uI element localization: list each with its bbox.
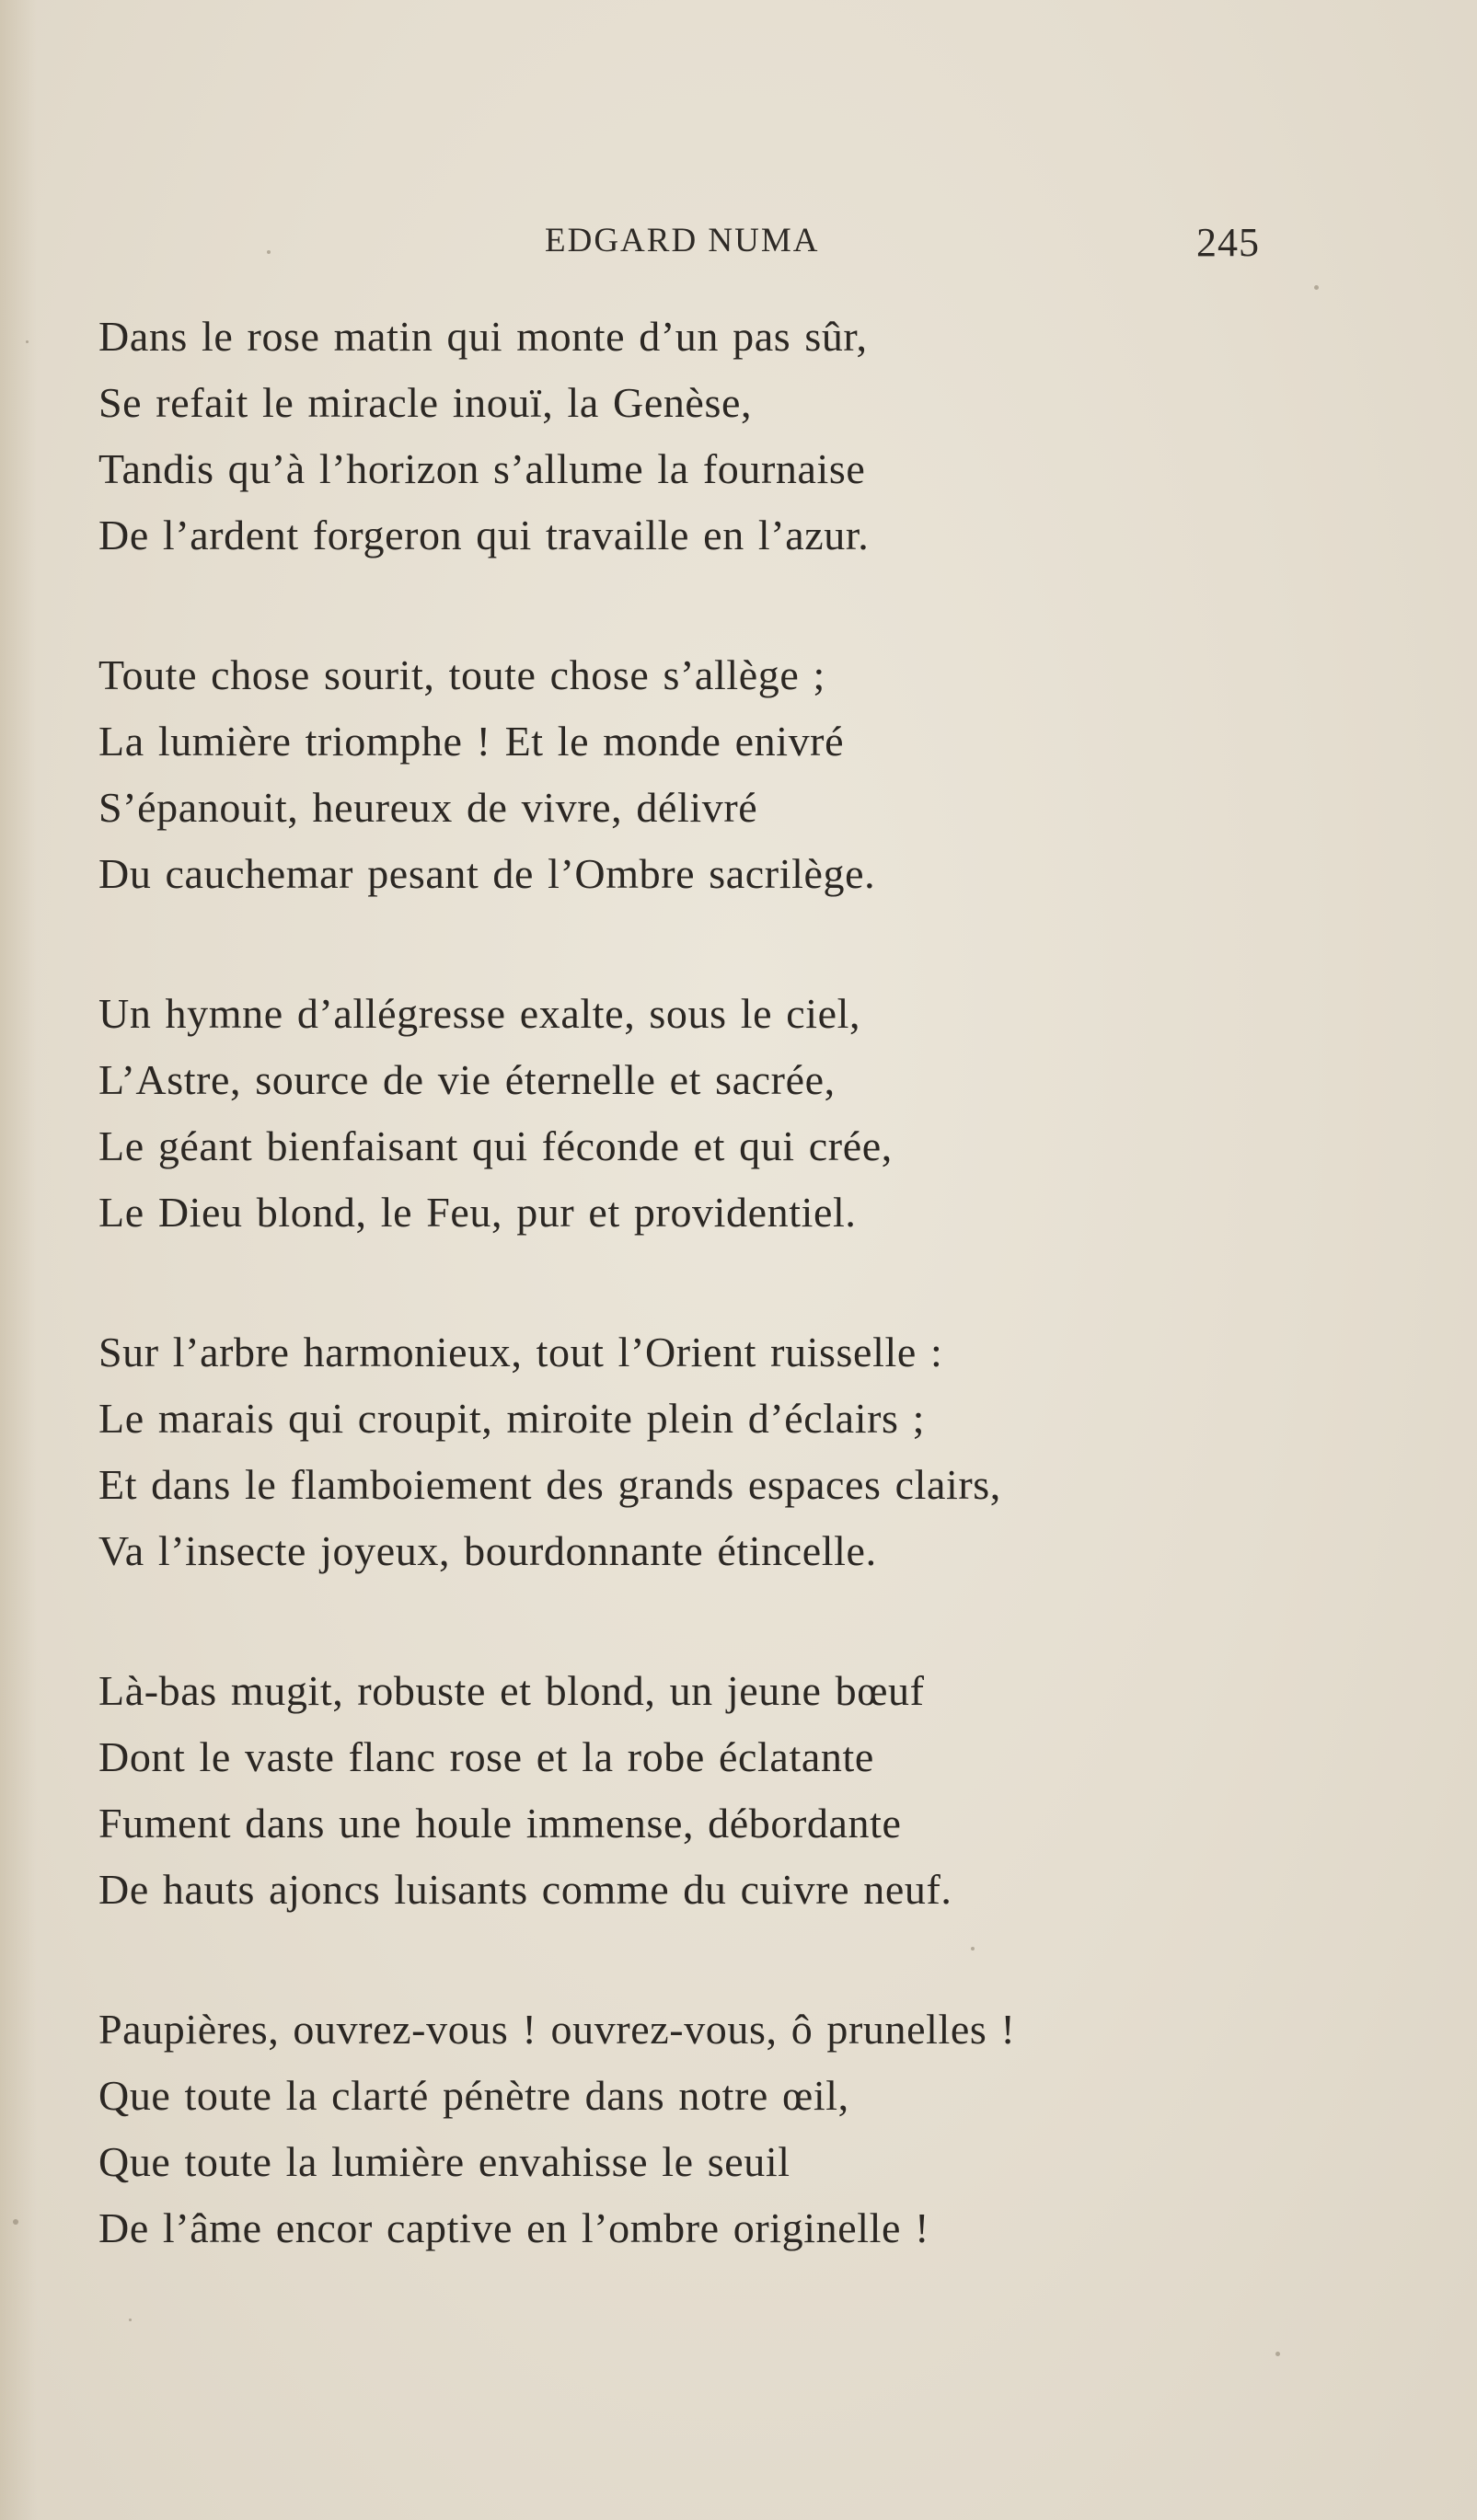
poem-body [98,304,1387,2335]
verse-line: Le Dieu blond, le Feu, pur et providentiel. [98,1189,857,1236]
paper-speck [1275,2352,1280,2356]
paper-speck [1314,285,1319,290]
verse-line: Dont le vaste flanc rose et la robe éclatante [98,1733,874,1780]
verse-line: Du cauchemar pesant de l’Ombre sacrilège. [98,850,876,897]
running-head: EDGARD NUMA [545,222,820,259]
verse-line: Tandis qu’à l’horizon s’allume la fournaise [98,445,866,492]
stanza-2 [98,642,1387,907]
page-header [0,219,1477,274]
verse-line: S’épanouit, heureux de vivre, délivré [98,784,758,831]
verse-line: Se refait le miracle inouï, la Genèse, [98,379,753,426]
stanza-1 [98,304,1387,569]
stanza-6 [98,1996,1387,2261]
verse-line: Va l’insecte joyeux, bourdonnante étincelle. [98,1527,877,1574]
verse-line: Que toute la clarté pénètre dans notre œil, [98,2072,849,2119]
verse-line: Dans le rose matin qui monte d’un pas sûr, [98,313,868,360]
verse-line: La lumière triomphe ! Et le monde enivré [98,718,845,765]
verse-line: Fument dans une houle immense, débordante [98,1800,902,1847]
stanza-3 [98,981,1387,1246]
page-number: 245 [1196,220,1260,265]
verse-line: Que toute la lumière envahisse le seuil [98,2138,790,2185]
verse-line: L’Astre, source de vie éternelle et sacrée, [98,1056,836,1103]
page-edge-shadow [0,0,37,2520]
verse-line: De l’ardent forgeron qui travaille en l’azur. [98,512,870,558]
stanza-5 [98,1658,1387,1923]
stanza-4 [98,1319,1387,1584]
paper-speck [13,2219,18,2225]
verse-line: De hauts ajoncs luisants comme du cuivre neuf. [98,1866,952,1913]
verse-line: Le marais qui croupit, miroite plein d’éclairs ; [98,1395,925,1442]
verse-line: Paupières, ouvrez-vous ! ouvrez-vous, ô prunelles ! [98,2006,1016,2053]
paper-speck [26,340,29,343]
verse-line: Sur l’arbre harmonieux, tout l’Orient ruisselle : [98,1329,943,1375]
verse-line: Et dans le flamboiement des grands espaces clairs, [98,1461,1001,1508]
verse-line: Là-bas mugit, robuste et blond, un jeune bœuf [98,1667,925,1714]
verse-line: Un hymne d’allégresse exalte, sous le ciel, [98,990,861,1037]
verse-line: Le géant bienfaisant qui féconde et qui crée, [98,1122,893,1169]
verse-line: Toute chose sourit, toute chose s’allège ; [98,651,825,698]
verse-line: De l’âme encor captive en l’ombre originelle ! [98,2204,930,2251]
